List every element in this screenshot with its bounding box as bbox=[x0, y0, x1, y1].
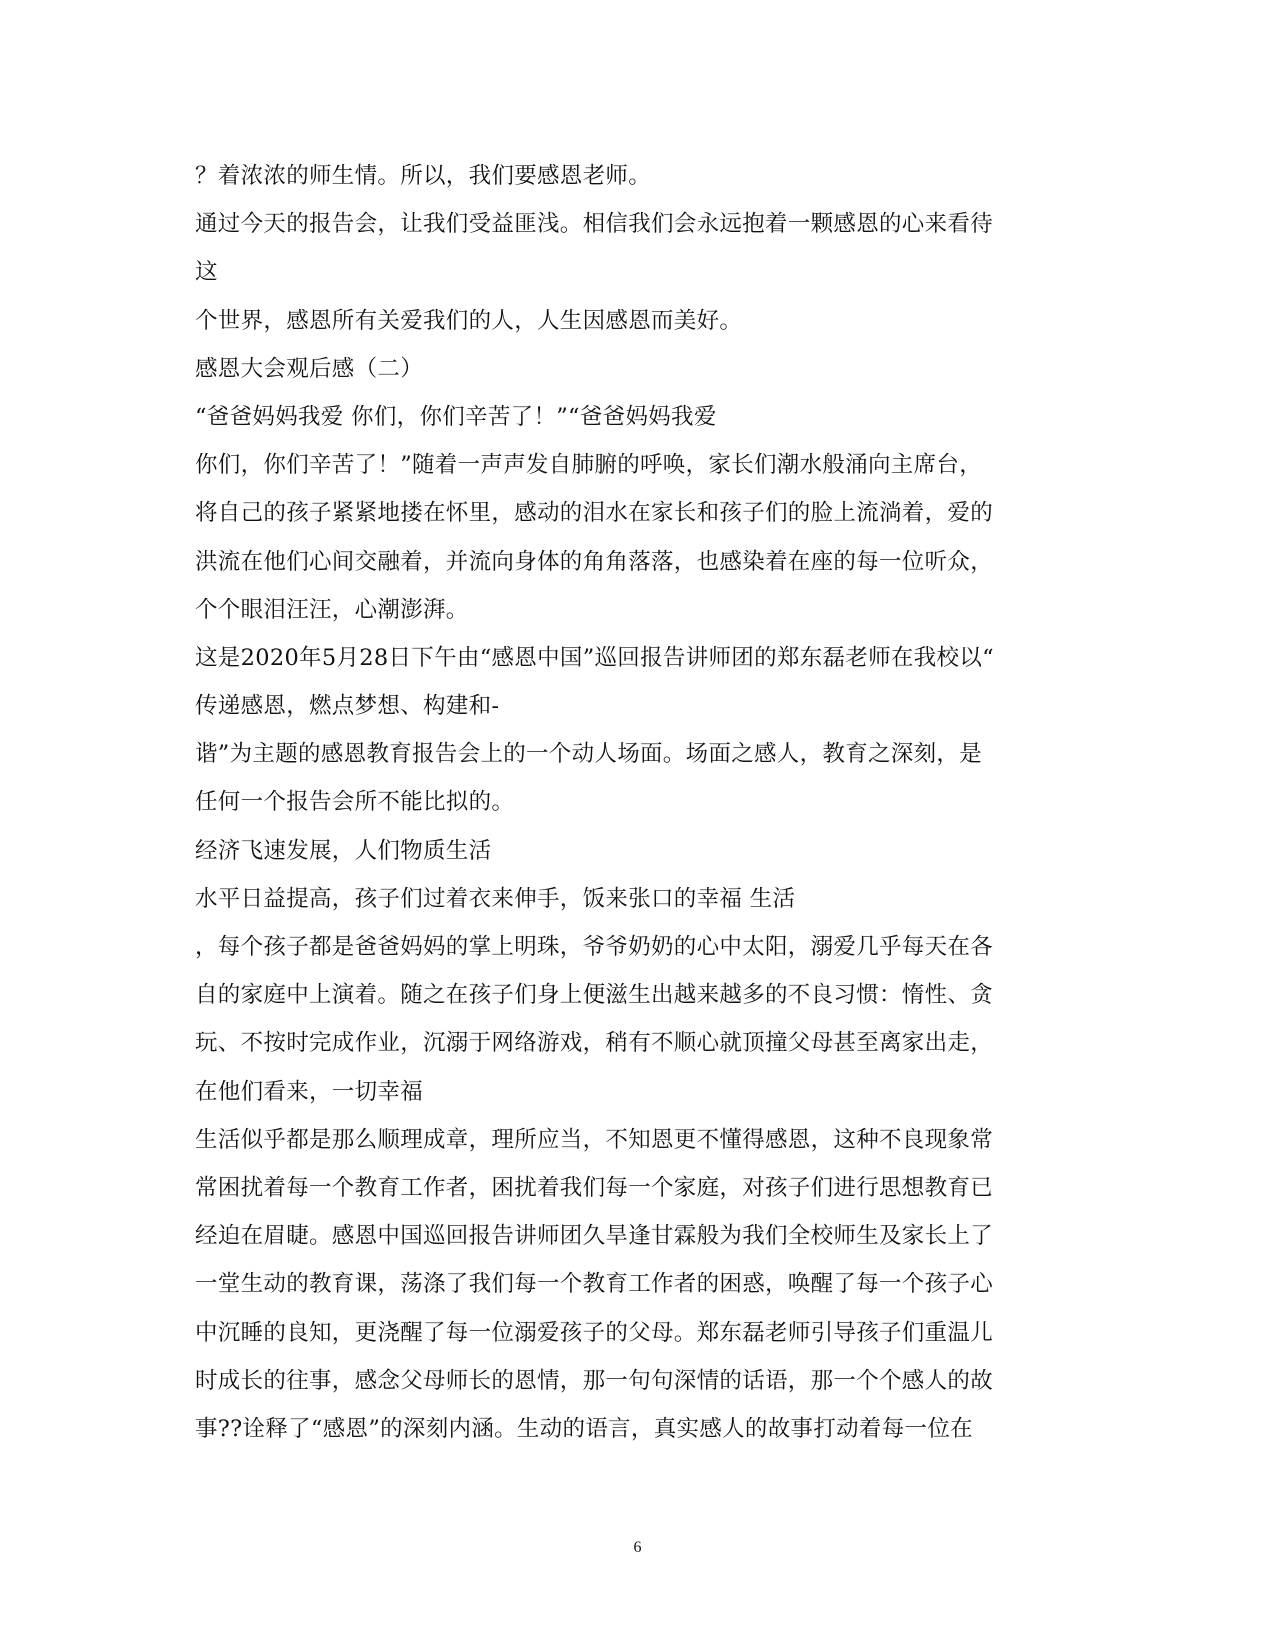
page-number: 6 bbox=[633, 1539, 642, 1556]
text-line: 水平日益提高，孩子们过着衣来伸手，饭来张口的幸福 生活 bbox=[195, 885, 796, 912]
text-line: 你们，你们辛苦了！”随着一声声发自肺腑的呼唤，家长们潮水般涌向主席台， bbox=[195, 452, 983, 479]
section-heading: 感恩大会观后感（二） bbox=[195, 355, 424, 382]
text-line: 谐”为主题的感恩教育报告会上的一个动人场面。场面之感人，教育之深刻，是 bbox=[195, 741, 983, 768]
body-text bbox=[195, 152, 1095, 1453]
text-line: 通过今天的报告会，让我们受益匪浅。相信我们会永远抱着一颗感恩的心来看待 bbox=[195, 211, 994, 238]
text-line: 生活似乎都是那么顺理成章，理所应当，不知恩更不懂得感恩，这种不良现象常 bbox=[195, 1126, 994, 1153]
text-line: 将自己的孩子紧紧地搂在怀里，感动的泪水在家长和孩子们的脸上流淌着，爱的 bbox=[195, 500, 994, 527]
text-line: 个世界，感恩所有关爱我们的人，人生因感恩而美好。 bbox=[195, 307, 743, 334]
text-line: 玩、不按时完成作业，沉溺于网络游戏，稍有不顺心就顶撞父母甚至离家出走， bbox=[195, 1030, 994, 1057]
text-line: 洪流在他们心间交融着，并流向身体的角角落落，也感染着在座的每一位听众， bbox=[195, 548, 994, 575]
text-line: 一堂生动的教育课，荡涤了我们每一个教育工作者的困惑，唤醒了每一个孩子心 bbox=[195, 1271, 994, 1298]
text-line: 这是2020年5月28日下午由“感恩中国”巡回报告讲师团的郑东磊老师在我校以“ bbox=[195, 644, 994, 671]
text-line: 任何一个报告会所不能比拟的。 bbox=[195, 789, 515, 816]
text-line: 自的家庭中上演着。随之在孩子们身上便滋生出越来越多的不良习惯：惰性、贪 bbox=[195, 982, 994, 1009]
text-line: ？着浓浓的师生情。所以，我们要感恩老师。 bbox=[195, 163, 652, 189]
text-line: 经济飞速发展，人们物质生活 bbox=[195, 837, 492, 864]
text-line: 常困扰着每一个教育工作者，困扰着我们每一个家庭，对孩子们进行思想教育已 bbox=[195, 1174, 994, 1201]
text-line: 中沉睡的良知，更浇醒了每一位溺爱孩子的父母。郑东磊老师引导孩子们重温儿 bbox=[195, 1319, 994, 1346]
text-line: 经迫在眉睫。感恩中国巡回报告讲师团久旱逢甘霖般为我们全校师生及家长上了 bbox=[195, 1223, 994, 1250]
text-line: ，每个孩子都是爸爸妈妈的掌上明珠，爷爷奶奶的心中太阳，溺爱几乎每天在各 bbox=[195, 934, 994, 960]
text-line: 时成长的往事，感念父母师长的恩情，那一句句深情的话语，那一个个感人的故 bbox=[195, 1367, 994, 1394]
text-line: 传递感恩，燃点梦想、构建和- bbox=[195, 693, 500, 720]
text-line: 在他们看来，一切幸福 bbox=[195, 1078, 424, 1105]
text-line: “爸爸妈妈我爱 你们，你们辛苦了！”“爸爸妈妈我爱 bbox=[195, 403, 717, 430]
text-line: 事??诠释了“感恩”的深刻内涵。生动的语言，真实感人的故事打动着每一位在 bbox=[195, 1415, 973, 1442]
text-line: 个个眼泪汪汪，心潮澎湃。 bbox=[195, 596, 469, 623]
text-line: 这 bbox=[195, 259, 218, 286]
